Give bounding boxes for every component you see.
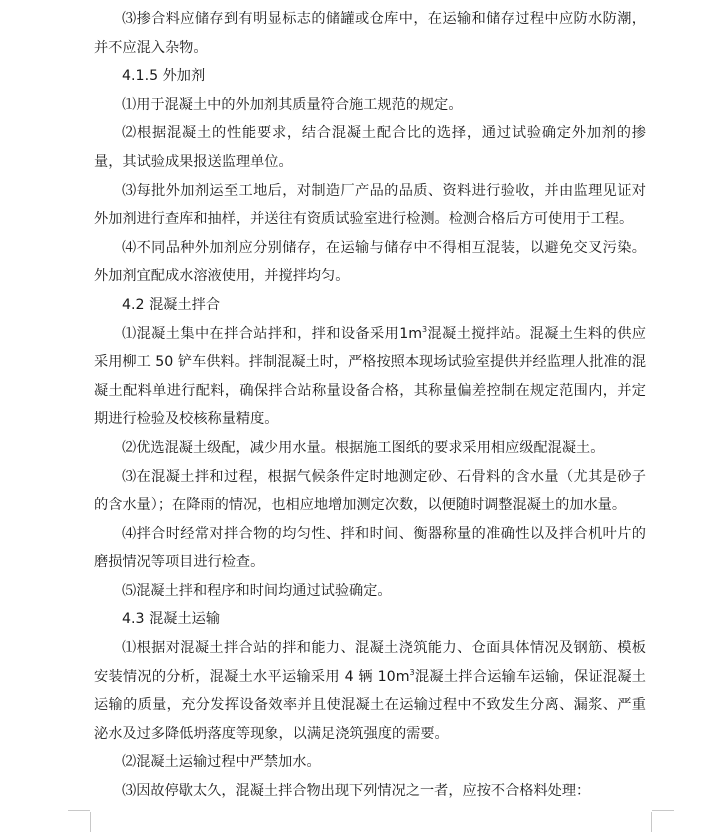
paragraph [94,119,646,176]
crop-mark [651,812,652,832]
paragraph [94,463,646,520]
section-heading-4-1-5 [94,62,646,91]
crop-mark [90,812,91,832]
paragraph-text: ⑷不同品种外加剂应分别储存，在运输与储存中不得相互混装，以避免交叉污染。外加剂宜配成水溶液使用，并搅拌均匀。 [94,239,646,285]
heading-text: 4.3 混凝土运输 [122,611,221,628]
superscript: 3 [409,667,415,677]
crop-mark [652,810,674,811]
paragraph-text: ⑷拌合时经常对拌合物的均匀性、拌和时间、衡器称量的准确性以及拌合机叶片的磨损情况等项目进行检查。 [94,525,646,571]
paragraph [94,634,646,748]
paragraph-text: ⑴混凝土集中在拌合站拌和，拌和设备采用1m [122,325,423,342]
paragraph-text: ⑴用于混凝土中的外加剂其质量符合施工规范的规定。 [122,96,463,113]
paragraph [94,177,646,234]
paragraph [94,520,646,577]
heading-text: 4.1.5 外加剂 [122,68,206,85]
paragraph [94,320,646,434]
paragraph-text: ⑸混凝土拌和程序和时间均通过试验确定。 [122,582,392,599]
paragraph-text: ⑵根据混凝土的性能要求，结合混凝土配合比的选择，通过试验确定外加剂的掺量，其试验成果报送监理单位。 [94,125,646,170]
section-heading-4-2 [94,291,646,320]
paragraph [94,91,646,120]
paragraph [94,748,646,777]
paragraph-text: 混凝土搅拌站。混凝土生料的供应采用柳工 50 铲车供料。拌制混凝土时，严格按照本现场试验室提供并经监理人批准的混凝土配料单进行配料，确保拌合站称量设备合格，其称量偏差控制在规定范围内，并定期进行检验及校核称量精度。 [94,325,647,428]
paragraph-text: ⑶每批外加剂运至工地后，对制造厂产品的品质、资料进行验收，并由监理见证对外加剂进行查库和抽样，并送往有资质试验室进行检测。检测合格后方可使用于工程。 [94,182,646,228]
crop-mark [68,810,90,811]
section-heading-4-3 [94,605,646,634]
paragraph-text: 混凝土拌合运输车运输，保证混凝土运输的质量，充分发挥设备效率并且使混凝土在运输过程中不致发生分离、漏浆、严重泌水及过多降低坍落度等现象，以满足浇筑强度的需要。 [94,668,646,742]
paragraph-text: ⑵优选混凝土级配，减少用水量。根据施工图纸的要求采用相应级配混凝土。 [122,439,605,456]
paragraph [94,434,646,463]
heading-text: 4.2 混凝土拌合 [122,296,221,313]
paragraph [94,234,646,291]
paragraph-text: ⑵混凝土运输过程中严禁加水。 [122,754,321,771]
paragraph-text: ⑶掺合料应储存到有明显标志的储罐或仓库中，在运输和储存过程中应防水防潮，并不应混入杂物。 [94,11,646,56]
document-body [94,5,646,806]
paragraph-text: ⑶在混凝土拌和过程，根据气候条件定时地测定砂、石骨料的含水量（尤其是砂子的含水量）；在降雨的情况，也相应地增加测定次数，以便随时调整混凝土的加水量。 [94,468,646,514]
paragraph-text: ⑴根据对混凝土拌合站的拌和能力、混凝土浇筑能力、仓面具体情况及钢筋、模板安装情况的分析，混凝土水平运输采用 4 辆 10m [94,640,646,685]
paragraph [94,577,646,606]
paragraph [94,777,646,806]
paragraph [94,5,646,62]
superscript: 3 [422,324,428,334]
paragraph-text: ⑶因故停歇太久，混凝土拌合物出现下列情况之一者，应按不合格料处理： [122,783,591,800]
